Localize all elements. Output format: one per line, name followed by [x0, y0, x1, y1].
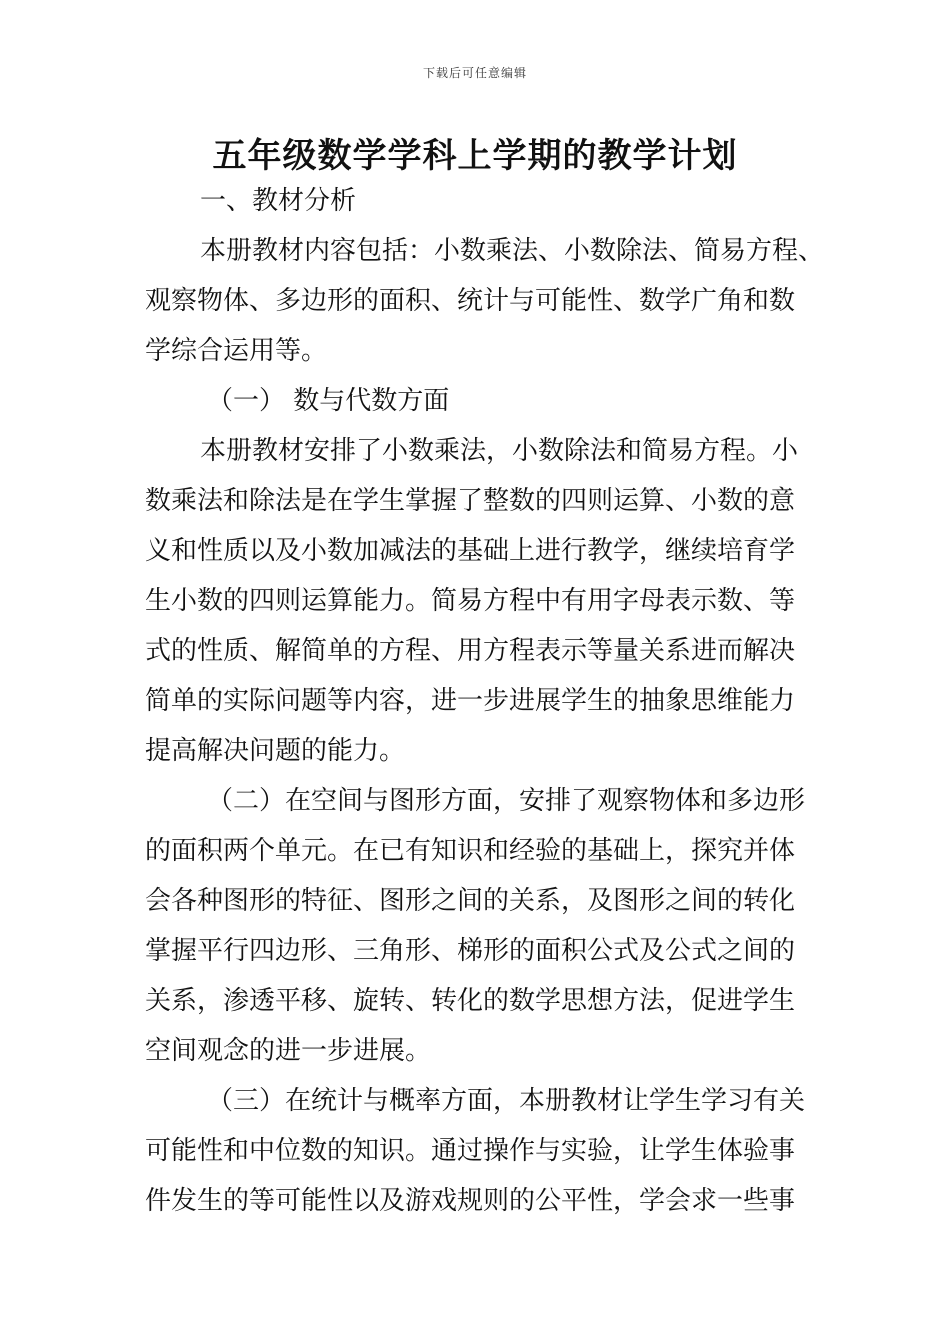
header-note: 下载后可任意编辑: [422, 66, 527, 80]
paragraph-line: 义和性质以及小数加减法的基础上进行教学，继续培育学: [145, 536, 796, 566]
paragraph-line: 可能性和中位数的知识。通过操作与实验，让学生体验事: [145, 1136, 796, 1166]
paragraph-line: 生小数的四则运算能力。简易方程中有用字母表示数、等: [145, 586, 796, 616]
paragraph-line: 式的性质、解简单的方程、用方程表示等量关系进而解决: [145, 636, 796, 666]
paragraph-line: （二）在空间与图形方面，安排了观察物体和多边形: [207, 786, 806, 816]
paragraph-line: （三）在统计与概率方面，本册教材让学生学习有关: [207, 1086, 806, 1116]
section-heading: 一、教材分析: [200, 186, 357, 216]
document-body: [145, 176, 825, 1226]
paragraph-line: 的面积两个单元。在已有知识和经验的基础上，探究并体: [145, 836, 796, 866]
subsection-heading: （一） 数与代数方面: [207, 386, 450, 416]
paragraph-line: 本册教材安排了小数乘法，小数除法和简易方程。小: [200, 436, 799, 466]
paragraph-line: 数乘法和除法是在学生掌握了整数的四则运算、小数的意: [145, 486, 796, 516]
paragraph-line: 关系，渗透平移、旋转、转化的数学思想方法，促进学生: [145, 986, 796, 1016]
document-title: 五年级数学学科上学期的教学计划: [212, 136, 738, 176]
paragraph-line: 本册教材内容包括：小数乘法、小数除法、简易方程、: [200, 236, 825, 266]
paragraph-line: 学综合运用等。: [145, 336, 328, 366]
paragraph-line: 件发生的等可能性以及游戏规则的公平性，学会求一些事: [145, 1186, 796, 1216]
paragraph-line: 会各种图形的特征、图形之间的关系，及图形之间的转化: [145, 886, 796, 916]
paragraph-line: 观察物体、多边形的面积、统计与可能性、数学广角和数: [145, 286, 796, 316]
paragraph-line: 简单的实际问题等内容，进一步进展学生的抽象思维能力: [145, 686, 796, 716]
paragraph-line: 空间观念的进一步进展。: [145, 1036, 432, 1066]
paragraph-line: 掌握平行四边形、三角形、梯形的面积公式及公式之间的: [145, 936, 796, 966]
paragraph-line: 提高解决问题的能力。: [145, 736, 406, 766]
